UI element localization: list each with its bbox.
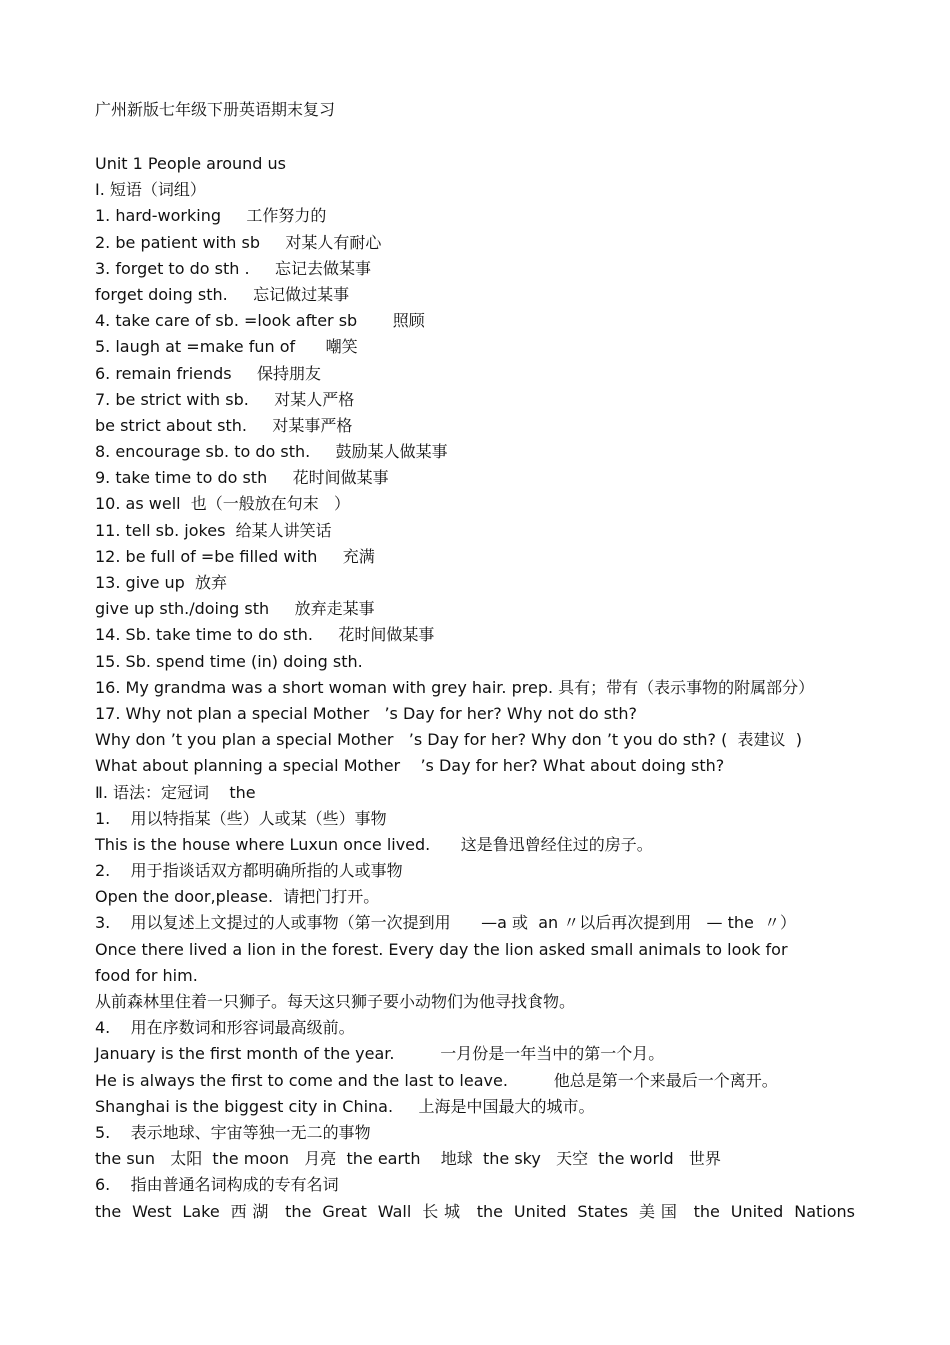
example-sentence: This is the house where Luxun once lived. 这是鲁迅曾经住过的房子。 bbox=[95, 834, 653, 854]
grammar-rule: 4. 用在序数词和形容词最高级前。 bbox=[95, 1018, 355, 1038]
phrase-line: 1. hard-working 工作努力的 bbox=[95, 206, 327, 226]
unit-heading: Unit 1 People around us bbox=[95, 154, 286, 173]
phrase-line: 8. encourage sb. to do sth. 鼓励某人做某事 bbox=[95, 442, 448, 462]
document-body bbox=[95, 151, 855, 1225]
phrase-line: 14. Sb. take time to do sth. 花时间做某事 bbox=[95, 625, 435, 645]
grammar-rule: 2. 用于指谈话双方都明确所指的人或事物 bbox=[95, 861, 403, 881]
phrase-line: 13. give up 放弃 bbox=[95, 573, 228, 592]
section-heading-phrases: Ⅰ. 短语（词组） bbox=[95, 180, 206, 200]
phrase-line: Why don ’t you plan a special Mother ’s Day for her? Why don ’t you do sth? ( 表建议 ) bbox=[95, 730, 802, 750]
phrase-line: be strict about sth. 对某事严格 bbox=[95, 415, 353, 435]
section-heading-grammar: Ⅱ. 语法：定冠词 the bbox=[95, 782, 256, 802]
phrase-line: 16. My grandma was a short woman with grey hair. prep. 具有；带有（表示事物的附属部分） bbox=[95, 677, 815, 697]
phrase-line: 15. Sb. spend time (in) doing sth. bbox=[95, 651, 363, 671]
grammar-rule: 1. 用以特指某（些）人或某（些）事物 bbox=[95, 808, 387, 828]
example-sentence: January is the first month of the year. 一月份是一年当中的第一个月。 bbox=[95, 1044, 665, 1064]
grammar-rule: 5. 表示地球、宇宙等独一无二的事物 bbox=[95, 1122, 371, 1142]
example-sentence: Shanghai is the biggest city in China. 上海是中国最大的城市。 bbox=[95, 1096, 595, 1116]
phrase-line: 5. laugh at =make fun of 嘲笑 bbox=[95, 337, 358, 357]
example-sentence: Once there lived a lion in the forest. Every day the lion asked small animals to look for bbox=[95, 939, 788, 959]
phrase-line: give up sth./doing sth 放弃走某事 bbox=[95, 599, 375, 619]
grammar-rule: 6. 指由普通名词构成的专有名词 bbox=[95, 1175, 339, 1195]
phrase-line: 4. take care of sb. =look after sb 照顾 bbox=[95, 311, 425, 331]
phrase-line: 2. be patient with sb 对某人有耐心 bbox=[95, 232, 382, 252]
phrase-line: 7. be strict with sb. 对某人严格 bbox=[95, 389, 355, 409]
phrase-line: 9. take time to do sth 花时间做某事 bbox=[95, 468, 389, 488]
grammar-rule: 3. 用以复述上文提过的人或事物（第一次提到用 —a 或 an 〃以后再次提到用 — the 〃） bbox=[95, 913, 796, 933]
phrase-line: What about planning a special Mother ’s Day for her? What about doing sth? bbox=[95, 756, 725, 776]
example-sentence: Open the door,please. 请把门打开。 bbox=[95, 887, 380, 907]
example-translation: 从前森林里住着一只狮子。每天这只狮子要小动物们为他寻找食物。 bbox=[95, 992, 576, 1012]
example-sentence: the West Lake 西湖 the Great Wall 长城 the United States 美国 the United Nations bbox=[95, 1201, 855, 1221]
example-sentence: food for him. bbox=[95, 965, 198, 985]
phrase-line: 6. remain friends 保持朋友 bbox=[95, 363, 322, 383]
document-title: 广州新版七年级下册英语期末复习 bbox=[95, 100, 336, 119]
example-sentence: the sun 太阳 the moon 月亮 the earth 地球 the sky 天空 the world 世界 bbox=[95, 1149, 721, 1169]
phrase-line: forget doing sth. 忘记做过某事 bbox=[95, 284, 350, 304]
phrase-line: 17. Why not plan a special Mother ’s Day for her? Why not do sth? bbox=[95, 703, 637, 723]
phrase-line: 12. be full of =be filled with 充满 bbox=[95, 546, 375, 566]
phrase-line: 11. tell sb. jokes 给某人讲笑话 bbox=[95, 520, 332, 540]
example-sentence: He is always the first to come and the last to leave. 他总是第一个来最后一个离开。 bbox=[95, 1070, 778, 1090]
phrase-line: 10. as well 也（一般放在句末 ） bbox=[95, 494, 351, 514]
phrase-line: 3. forget to do sth . 忘记去做某事 bbox=[95, 258, 371, 278]
